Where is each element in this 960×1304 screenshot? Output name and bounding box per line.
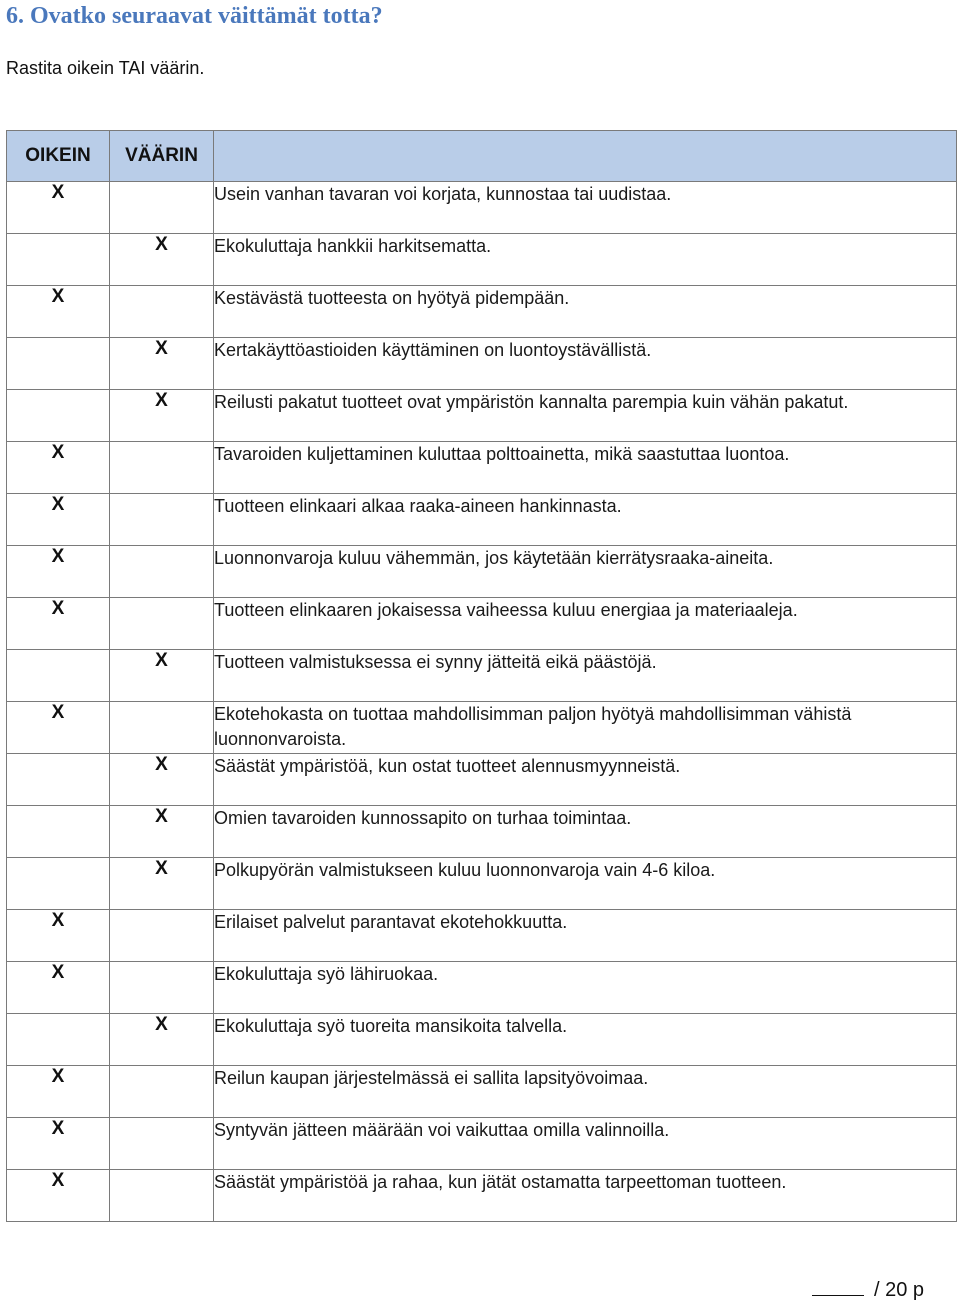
vaarin-cell[interactable] (110, 702, 214, 754)
statement-text: Tavaroiden kuljettaminen kuluttaa polttoainetta, mikä saastuttaa luontoa. (214, 442, 957, 494)
instruction-text: Rastita oikein TAI väärin. (6, 58, 205, 78)
statement-text: Reilun kaupan järjestelmässä ei sallita lapsityövoimaa. (214, 1066, 957, 1118)
statement-text: Usein vanhan tavaran voi korjata, kunnostaa tai uudistaa. (214, 182, 957, 234)
vaarin-cell[interactable]: X (110, 806, 214, 858)
statement-text: Omien tavaroiden kunnossapito on turhaa toimintaa. (214, 806, 957, 858)
header-oikein: OIKEIN (7, 131, 110, 182)
table-row (7, 442, 957, 494)
score-blank[interactable] (812, 1277, 864, 1296)
table-row (7, 494, 957, 546)
oikein-cell[interactable]: X (7, 962, 110, 1014)
oikein-cell[interactable]: X (7, 494, 110, 546)
table-row (7, 1118, 957, 1170)
vaarin-cell[interactable]: X (110, 338, 214, 390)
oikein-cell[interactable] (7, 858, 110, 910)
vaarin-cell[interactable] (110, 962, 214, 1014)
table-row (7, 546, 957, 598)
table-row (7, 286, 957, 338)
table-row (7, 754, 957, 806)
oikein-cell[interactable] (7, 1014, 110, 1066)
oikein-cell[interactable] (7, 754, 110, 806)
header-statement (214, 131, 957, 182)
statement-text: Tuotteen elinkaaren jokaisessa vaiheessa kuluu energiaa ja materiaaleja. (214, 598, 957, 650)
statement-text: Erilaiset palvelut parantavat ekotehokkuutta. (214, 910, 957, 962)
table-header-row (7, 131, 957, 182)
vaarin-cell[interactable] (110, 546, 214, 598)
vaarin-cell[interactable] (110, 494, 214, 546)
page-title: 6. Ovatko seuraavat väittämät totta? (6, 3, 383, 29)
vaarin-cell[interactable]: X (110, 390, 214, 442)
statement-text: Ekokuluttaja hankkii harkitsematta. (214, 234, 957, 286)
table-row (7, 806, 957, 858)
table-row (7, 910, 957, 962)
table-row (7, 1170, 957, 1222)
vaarin-cell[interactable]: X (110, 858, 214, 910)
oikein-cell[interactable] (7, 338, 110, 390)
header-vaarin: VÄÄRIN (110, 131, 214, 182)
oikein-cell[interactable]: X (7, 1066, 110, 1118)
oikein-cell[interactable]: X (7, 182, 110, 234)
vaarin-cell[interactable]: X (110, 1014, 214, 1066)
statement-text: Tuotteen valmistuksessa ei synny jätteitä eikä päästöjä. (214, 650, 957, 702)
table-row (7, 962, 957, 1014)
statement-text: Ekokuluttaja syö lähiruokaa. (214, 962, 957, 1014)
vaarin-cell[interactable] (110, 182, 214, 234)
vaarin-cell[interactable] (110, 910, 214, 962)
vaarin-cell[interactable] (110, 442, 214, 494)
oikein-cell[interactable]: X (7, 1170, 110, 1222)
quiz-body (7, 182, 957, 1222)
table-row (7, 702, 957, 754)
oikein-cell[interactable]: X (7, 442, 110, 494)
oikein-cell[interactable]: X (7, 286, 110, 338)
vaarin-cell[interactable]: X (110, 650, 214, 702)
statement-text: Ekotehokasta on tuottaa mahdollisimman paljon hyötyä mahdollisimman vähistä luonnonvaroista. (214, 702, 957, 754)
oikein-cell[interactable] (7, 806, 110, 858)
statement-text: Kertakäyttöastioiden käyttäminen on luontoystävällistä. (214, 338, 957, 390)
vaarin-cell[interactable]: X (110, 754, 214, 806)
vaarin-cell[interactable] (110, 1066, 214, 1118)
oikein-cell[interactable] (7, 650, 110, 702)
oikein-cell[interactable]: X (7, 1118, 110, 1170)
score-line (812, 1277, 924, 1303)
oikein-cell[interactable] (7, 234, 110, 286)
vaarin-cell[interactable] (110, 286, 214, 338)
table-row (7, 858, 957, 910)
statement-text: Kestävästä tuotteesta on hyötyä pidempään. (214, 286, 957, 338)
vaarin-cell[interactable] (110, 598, 214, 650)
oikein-cell[interactable]: X (7, 702, 110, 754)
statement-text: Tuotteen elinkaari alkaa raaka-aineen hankinnasta. (214, 494, 957, 546)
vaarin-cell[interactable] (110, 1170, 214, 1222)
table-row (7, 598, 957, 650)
quiz-table (6, 130, 957, 1222)
table-row (7, 182, 957, 234)
oikein-cell[interactable] (7, 390, 110, 442)
statement-text: Säästät ympäristöä, kun ostat tuotteet alennusmyynneistä. (214, 754, 957, 806)
table-row (7, 1014, 957, 1066)
oikein-cell[interactable]: X (7, 910, 110, 962)
statement-text: Ekokuluttaja syö tuoreita mansikoita talvella. (214, 1014, 957, 1066)
vaarin-cell[interactable] (110, 1118, 214, 1170)
statement-text: Luonnonvaroja kuluu vähemmän, jos käytetään kierrätysraaka-aineita. (214, 546, 957, 598)
statement-text: Säästät ympäristöä ja rahaa, kun jätät ostamatta tarpeettoman tuotteen. (214, 1170, 957, 1222)
table-row (7, 234, 957, 286)
table-row (7, 650, 957, 702)
table-row (7, 338, 957, 390)
statement-text: Polkupyörän valmistukseen kuluu luonnonvaroja vain 4-6 kiloa. (214, 858, 957, 910)
vaarin-cell[interactable]: X (110, 234, 214, 286)
oikein-cell[interactable]: X (7, 598, 110, 650)
table-row (7, 1066, 957, 1118)
statement-text: Reilusti pakatut tuotteet ovat ympäristön kannalta parempia kuin vähän pakatut. (214, 390, 957, 442)
table-row (7, 390, 957, 442)
statement-text: Syntyvän jätteen määrään voi vaikuttaa omilla valinnoilla. (214, 1118, 957, 1170)
oikein-cell[interactable]: X (7, 546, 110, 598)
score-total: / 20 p (873, 1279, 924, 1301)
